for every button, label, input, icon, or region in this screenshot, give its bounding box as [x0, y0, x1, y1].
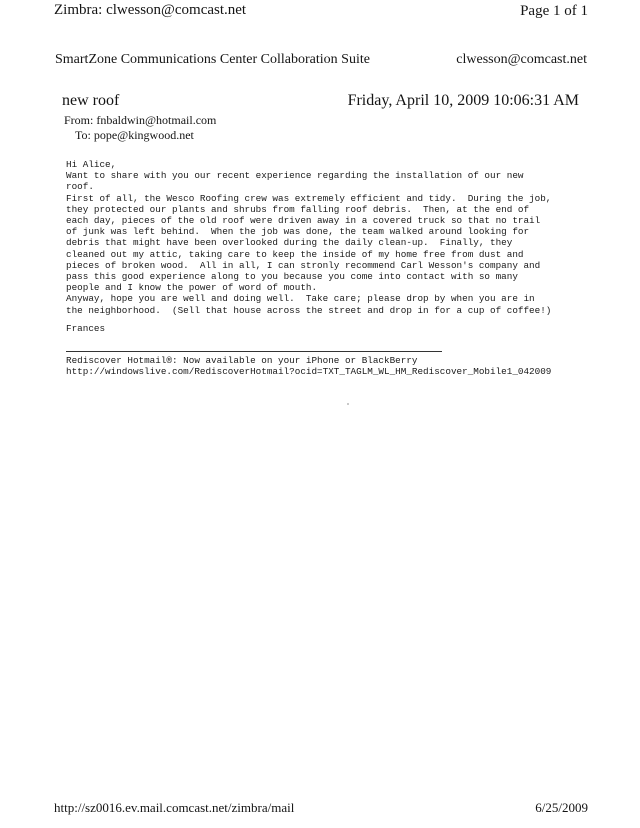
message-from: From: fnbaldwin@hotmail.com: [64, 113, 217, 127]
scan-speck: [347, 403, 349, 405]
suite-title: SmartZone Communications Center Collaboration Suite: [55, 52, 370, 67]
message-subject: new roof: [62, 92, 120, 109]
print-header-account: Zimbra: clwesson@comcast.net: [54, 2, 247, 18]
message-signature: Frances: [66, 323, 106, 334]
message-body: Hi Alice, Want to share with you our recent experience regarding the installation of our new roof. First of all, the Wesco Roofing crew was extremely efficient and tidy. During the job, they protected our plants and shrubs from falling roof debris. Then, at the end of each day, pieces of the old roof were driven away in a covered truck so that no trail of junk was left behind. When the job was done, the team walked around looking for debris that might have been overlooked during the daily clean-up. Finally, they cleaned out my attic, taking care to keep the inside of my home free from dust and pieces of broken wood. All in all, I can stronly recommend Carl Wesson's company and pass this good experience along to you because you come into contact with so many people and I know the power of word of mouth. Anyway, hope you are well and doing well. Take care; please drop by when you are in the neighborhood. (Sell that house across the street and drop in for a cup of coffee!): [66, 159, 552, 316]
message-to: To: pope@kingwood.net: [75, 128, 194, 142]
page-url: http://sz0016.ev.mail.comcast.net/zimbra/mail: [54, 800, 295, 815]
message-date: Friday, April 10, 2009 10:06:31 AM: [347, 92, 579, 109]
promo-divider: [66, 351, 442, 352]
print-date: 6/25/2009: [535, 800, 588, 815]
account-email: clwesson@comcast.net: [456, 52, 587, 67]
page-indicator: Page 1 of 1: [520, 3, 588, 19]
promo-footer: Rediscover Hotmail®: Now available on your iPhone or BlackBerry http://windowslive.com/RediscoverHotmail?ocid=TXT_TAGLM_WL_HM_Rediscover_Mobile1_042009: [66, 355, 552, 378]
